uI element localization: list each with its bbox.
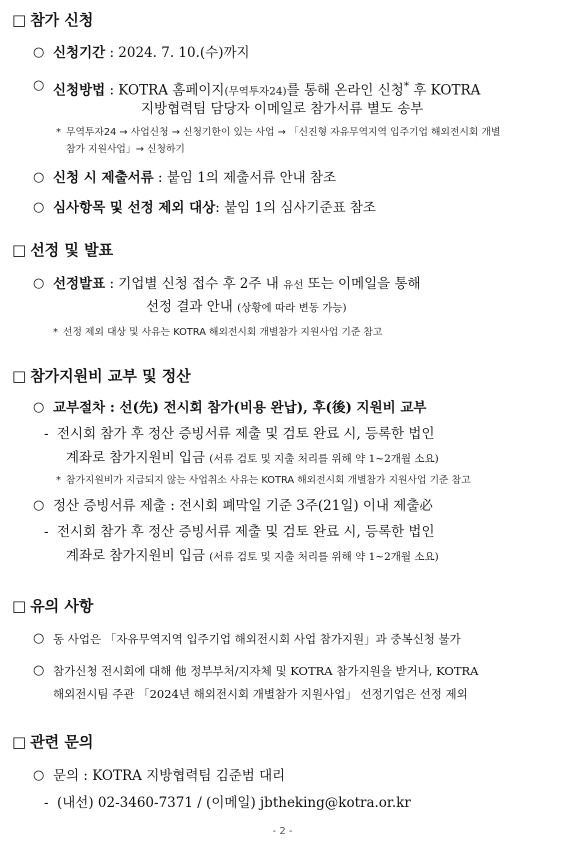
- note-star-icon: *: [56, 475, 61, 486]
- section-title-selection: □ 선정 및 발표: [12, 241, 114, 259]
- subsidy-step1-line2: 계좌로 참가지원비 입금 (서류 검토 및 지출 처리를 위해 약 1~2개월 소요): [66, 450, 439, 466]
- review-criteria: 심사항목 및 선정 제외 대상: 붙임 1의 심사기준표 참조: [53, 200, 376, 216]
- method-note-line1: 무역투자24 → 사업신청 → 신청기한이 있는 사업 → 「신진형 자유무역지역 입주기업 해외전시회 개별: [66, 127, 501, 138]
- checkbox-square-icon: □: [12, 733, 27, 751]
- circle-bullet-icon: ○: [33, 663, 45, 678]
- circle-bullet-icon: ○: [33, 768, 45, 783]
- notes-item-exclusion-line1: 참가신청 전시회에 대해 他 정부부처/지자체 및 KOTRA 참가지원을 받거나, KOTRA: [53, 664, 479, 678]
- application-method-line2: 지방협력팀 담당자 이메일로 참가서류 별도 송부: [141, 101, 424, 117]
- checkbox-square-icon: □: [12, 597, 27, 615]
- selection-announcement: 선정발표 : 기업별 신청 접수 후 2주 내 유선 또는 이메일을 통해: [53, 276, 421, 292]
- circle-bullet-icon: ○: [33, 170, 45, 185]
- subsidy-step2-line1: 전시회 참가 후 정산 증빙서류 제출 및 검토 완료 시, 등록한 법인: [57, 524, 435, 540]
- circle-bullet-icon: ○: [33, 400, 45, 415]
- circle-bullet-icon: ○: [33, 631, 45, 646]
- circle-bullet-icon: ○: [33, 276, 45, 291]
- dash-bullet: -: [44, 795, 49, 811]
- contact-person: 문의 : KOTRA 지방협력팀 김준범 대리: [53, 768, 286, 784]
- dash-bullet: -: [44, 524, 49, 540]
- section-title-application: □ 참가 신청: [12, 11, 94, 29]
- required-documents: 신청 시 제출서류 : 붙임 1의 제출서류 안내 참조: [53, 170, 337, 186]
- circle-bullet-icon: ○: [33, 498, 45, 513]
- selection-note: 선정 제외 대상 및 사유는 KOTRA 해외전시회 개별참가 지원사업 기준 참고: [63, 327, 383, 338]
- settlement-deadline: 정산 증빙서류 제출 : 전시회 폐막일 기준 3주(21일) 이내 제출必: [53, 498, 433, 514]
- checkbox-square-icon: □: [12, 241, 27, 259]
- circle-bullet-icon: ○: [33, 200, 45, 215]
- subsidy-procedure: 교부절차 : 선(先) 전시회 참가(비용 완납), 후(後) 지원비 교부: [53, 400, 427, 416]
- method-note-line2: 참가 지원사업」→ 신청하기: [66, 144, 185, 155]
- subsidy-step1-line1: 전시회 참가 후 정산 증빙서류 제출 및 검토 완료 시, 등록한 법인: [57, 426, 435, 442]
- page-number: - 2 -: [272, 826, 293, 837]
- section-title-notes: □ 유의 사항: [12, 597, 94, 615]
- subsidy-step2-line2: 계좌로 참가지원비 입금 (서류 검토 및 지출 처리를 위해 약 1~2개월 소요): [66, 548, 439, 564]
- notes-item-duplicate: 동 사업은 「자유무역지역 입주기업 해외전시회 사업 참가지원」과 중복신청 불가: [53, 632, 461, 646]
- checkbox-square-icon: □: [12, 367, 27, 385]
- dash-bullet: -: [44, 426, 49, 442]
- note-star-icon: *: [53, 327, 58, 338]
- subsidy-note: 참가지원비가 지급되지 않는 사업취소 사유는 KOTRA 해외전시회 개별참가 지원사업 기준 참고: [66, 475, 471, 486]
- application-period: 신청기간 : 2024. 7. 10.(수)까지: [53, 45, 250, 61]
- contact-phone-email: (내선) 02-3460-7371 / (이메일) jbtheking@kotra.or.kr: [57, 795, 411, 811]
- circle-bullet-icon: ○: [33, 45, 45, 60]
- section-title-contact: □ 관련 문의: [12, 733, 94, 751]
- note-star-icon: *: [56, 127, 61, 138]
- checkbox-square-icon: □: [12, 11, 27, 29]
- notes-item-exclusion-line2: 해외전시팀 주관 「2024년 해외전시회 개별참가 지원사업」 선정기업은 선정 제외: [53, 687, 468, 701]
- application-method: 신청방법 : KOTRA 홈페이지(무역투자24)를 통해 온라인 신청* 후 KOTRA: [53, 80, 481, 99]
- selection-announcement-line2: 선정 결과 안내 (상황에 따라 변동 가능): [146, 299, 347, 315]
- section-title-subsidy: □ 참가지원비 교부 및 정산: [12, 367, 191, 385]
- circle-bullet-icon: ○: [33, 78, 45, 93]
